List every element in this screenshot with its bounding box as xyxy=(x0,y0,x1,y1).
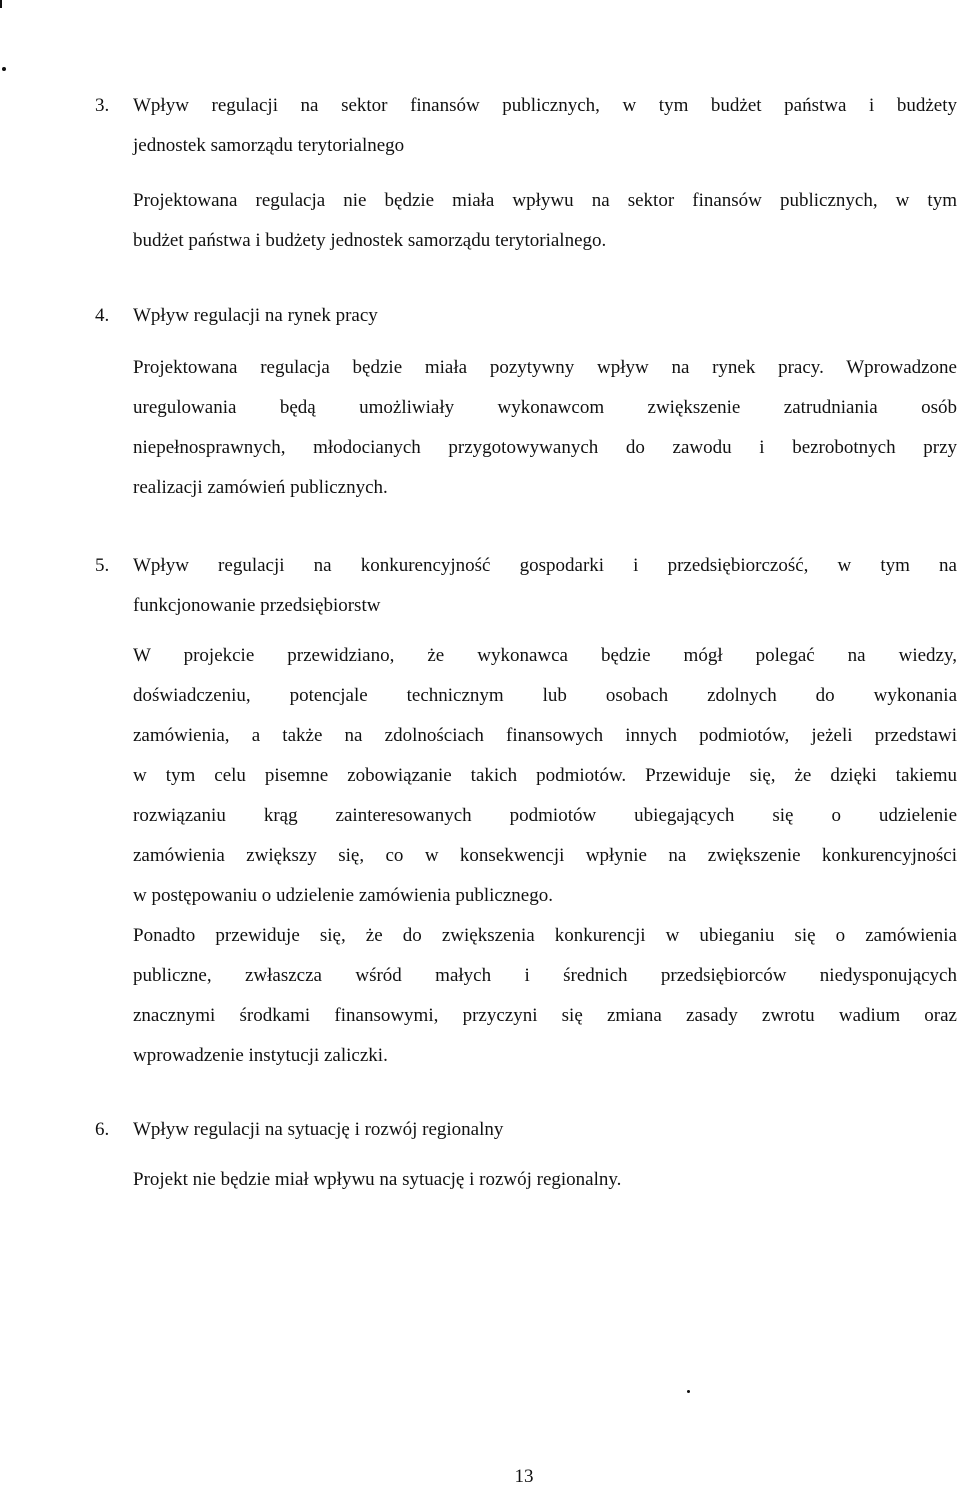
body-line: publiczne, zwłaszcza wśród małych i średnich przedsiębiorców niedysponujących xyxy=(133,965,957,986)
section-heading-line: funkcjonowanie przedsiębiorstw xyxy=(133,595,381,616)
section-heading-line: Wpływ regulacji na sektor finansów publicznych, w tym budżet państwa i budżety xyxy=(133,95,957,116)
page-number xyxy=(0,1466,960,1488)
section-number: 3. xyxy=(95,95,110,116)
section-number: 4. xyxy=(95,305,110,326)
page-number-text: 13 xyxy=(514,1466,534,1487)
section-heading-line: Wpływ regulacji na sytuację i rozwój regionalny xyxy=(133,1119,504,1140)
body-line: W projekcie przewidziano, że wykonawca będzie mógł polegać na wiedzy, xyxy=(133,645,957,666)
body-line: znacznymi środkami finansowymi, przyczyni się zmiana zasady zwrotu wadium oraz xyxy=(133,1005,957,1026)
body-line: w tym celu pisemne zobowiązanie takich podmiotów. Przewiduje się, że dzięki takiemu xyxy=(133,765,957,786)
body-line: zamówienia zwiększy się, co w konsekwencji wpłynie na zwiększenie konkurencyjności xyxy=(133,845,957,866)
section-number: 5. xyxy=(95,555,110,576)
body-line: uregulowania będą umożliwiały wykonawcom zwiększenie zatrudniania osób xyxy=(133,397,957,418)
section-heading-line: Wpływ regulacji na rynek pracy xyxy=(133,305,378,326)
body-line: Projektowana regulacja będzie miała pozytywny wpływ na rynek pracy. Wprowadzone xyxy=(133,357,957,378)
body-line: realizacji zamówień publicznych. xyxy=(133,477,388,498)
body-line: rozwiązaniu krąg zainteresowanych podmiotów ubiegających się o udzielenie xyxy=(133,805,957,826)
section-number: 6. xyxy=(95,1119,110,1140)
body-line: Projektowana regulacja nie będzie miała wpływu na sektor finansów publicznych, w tym xyxy=(133,190,957,211)
section-heading-line: Wpływ regulacji na konkurencyjność gospodarki i przedsiębiorczość, w tym na xyxy=(133,555,957,576)
body-line: Ponadto przewiduje się, że do zwiększenia konkurencji w ubieganiu się o zamówienia xyxy=(133,925,957,946)
body-line: w postępowaniu o udzielenie zamówienia publicznego. xyxy=(133,885,553,906)
body-line: niepełnosprawnych, młodocianych przygotowywanych do zawodu i bezrobotnych przy xyxy=(133,437,957,458)
body-line: budżet państwa i budżety jednostek samorządu terytorialnego. xyxy=(133,230,607,251)
body-line: zamówienia, a także na zdolnościach finansowych innych podmiotów, jeżeli przedstawi xyxy=(133,725,957,746)
body-line: Projekt nie będzie miał wpływu na sytuację i rozwój regionalny. xyxy=(133,1169,622,1190)
section-heading-line: jednostek samorządu terytorialnego xyxy=(133,135,405,156)
scan-dot xyxy=(2,67,6,71)
scan-mark xyxy=(0,0,2,8)
scan-dot xyxy=(687,1390,690,1393)
body-line: doświadczeniu, potencjale technicznym lub osobach zdolnych do wykonania xyxy=(133,685,957,706)
body-line: wprowadzenie instytucji zaliczki. xyxy=(133,1045,388,1066)
